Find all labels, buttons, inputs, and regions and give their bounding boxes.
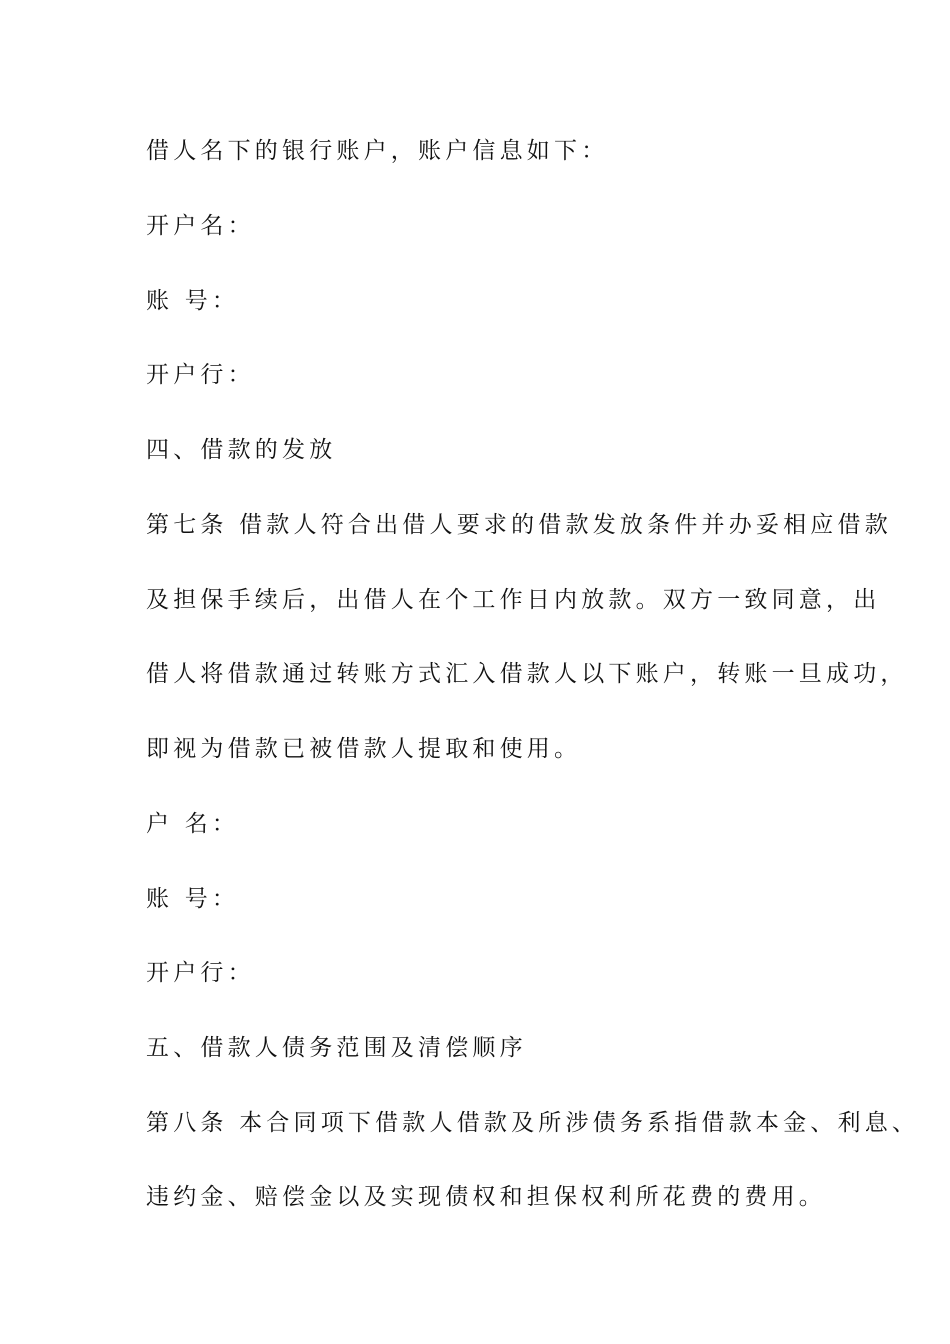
account-holder-label: 开户名： — [146, 213, 255, 239]
borrower-account-name-label: 户 名： — [146, 811, 240, 837]
section-four-heading: 四、借款的发放 — [146, 437, 337, 463]
account-intro-line: 借人名下的银行账户，账户信息如下： — [146, 138, 609, 164]
article-seven-line-2: 及担保手续后，出借人在个工作日内放款。双方一致同意，出 — [146, 587, 881, 613]
borrower-account-number-label: 账 号： — [146, 886, 240, 912]
article-seven-line-4: 即视为借款已被借款人提取和使用。 — [146, 736, 582, 762]
article-seven-line-3: 借人将借款通过转账方式汇入借款人以下账户，转账一旦成功， — [146, 661, 908, 687]
article-eight-line-2: 违约金、赔偿金以及实现债权和担保权利所花费的费用。 — [146, 1184, 826, 1210]
section-five-heading: 五、借款人债务范围及清偿顺序 — [146, 1035, 527, 1061]
article-eight-line-1: 第八条 本合同项下借款人借款及所涉债务系指借款本金、利息、 — [146, 1110, 920, 1136]
opening-bank-label: 开户行： — [146, 362, 255, 388]
borrower-opening-bank-label: 开户行： — [146, 960, 255, 986]
article-seven-line-1: 第七条 借款人符合出借人要求的借款发放条件并办妥相应借款 — [146, 512, 892, 538]
account-number-label: 账 号： — [146, 288, 240, 314]
